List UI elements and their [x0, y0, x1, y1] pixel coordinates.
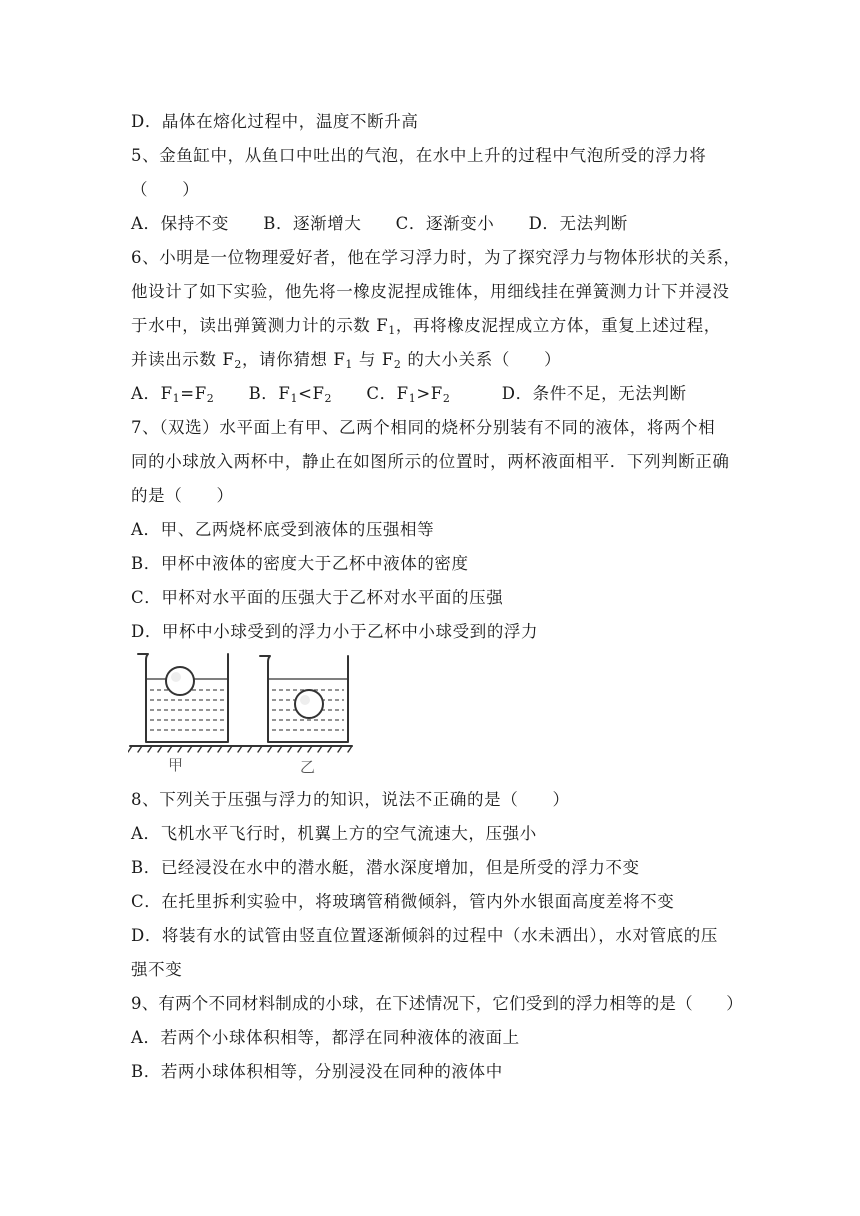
label-yi: 乙	[300, 758, 316, 776]
q8-stem: 8、下列关于压强与浮力的知识，说法不正确的是（ ）	[131, 790, 570, 809]
q7-stem-line3: 的是（ ）	[131, 486, 234, 505]
q5-answer-paren: （ ）	[131, 180, 200, 199]
q7-stem-line2: 同的小球放入两杯中，静止在如图所示的位置时，两杯液面相平．下列判断正确	[131, 452, 730, 471]
q7-option-d: D．甲杯中小球受到的浮力小于乙杯中小球受到的浮力	[131, 622, 539, 641]
beakers-figure	[128, 646, 354, 778]
q9-option-a: A．若两个小球体积相等，都浮在同种液体的液面上	[131, 1028, 520, 1047]
ball-jia	[166, 667, 194, 695]
q6-stem-line2: 他设计了如下实验，他先将一橡皮泥捏成锥体，用细线挂在弹簧测力计下并浸没	[131, 282, 730, 301]
q9-option-b: B．若两小球体积相等，分别浸没在同种的液体中	[131, 1062, 503, 1081]
q8-option-c: C．在托里拆利实验中，将玻璃管稍微倾斜，管内外水银面高度差将不变	[131, 892, 675, 911]
q6-stem-line3: 于水中，读出弹簧测力计的示数 $F_1$，再将橡皮泥捏成立方体，重复上述过程，	[131, 316, 721, 337]
q6-stem-line1: 6、小明是一位物理爱好者，他在学习浮力时，为了探究浮力与物体形状的关系，	[131, 248, 741, 267]
q8-option-d-line2: 强不变	[131, 960, 183, 979]
q7-stem-line1: 7、（双选）水平面上有甲、乙两个相同的烧杯分别装有不同的液体，将两个相	[131, 418, 716, 437]
q7-option-a: A．甲、乙两烧杯底受到液体的压强相等	[131, 520, 435, 539]
q6-stem-line4: 并读出示数 $F_2$，请你猜想 $F_1$ 与 $F_2$ 的大小关系（ ）	[131, 350, 562, 371]
q9-stem: 9、有两个不同材料制成的小球，在下述情况下，它们受到的浮力相等的是（ ）	[131, 994, 743, 1013]
q6-options: A．$F_1=F_2$ B．$F_1<F_2$ C．$F_1>F_2$ D．条件不足，无法判断	[131, 384, 687, 405]
q5-options: A．保持不变 B．逐渐增大 C．逐渐变小 D．无法判断	[131, 214, 628, 233]
q7-option-b: B．甲杯中液体的密度大于乙杯中液体的密度	[131, 554, 469, 573]
q4-option-d: D．晶体在熔化过程中，温度不断升高	[131, 112, 419, 131]
q8-option-a: A．飞机水平飞行时，机翼上方的空气流速大，压强小	[131, 824, 537, 843]
q7-option-c: C．甲杯对水平面的压强大于乙杯对水平面的压强	[131, 588, 504, 607]
label-jia: 甲	[168, 756, 184, 774]
q8-option-b: B．已经浸没在水中的潜水艇，潜水深度增加，但是所受的浮力不变	[131, 858, 640, 877]
q8-option-d-line1: D．将装有水的试管由竖直位置逐渐倾斜的过程中（水未洒出），水对管底的压	[131, 926, 718, 945]
ball-yi	[295, 690, 323, 718]
q5-stem: 5、金鱼缸中，从鱼口中吐出的气泡，在水中上升的过程中气泡所受的浮力将	[131, 146, 707, 165]
